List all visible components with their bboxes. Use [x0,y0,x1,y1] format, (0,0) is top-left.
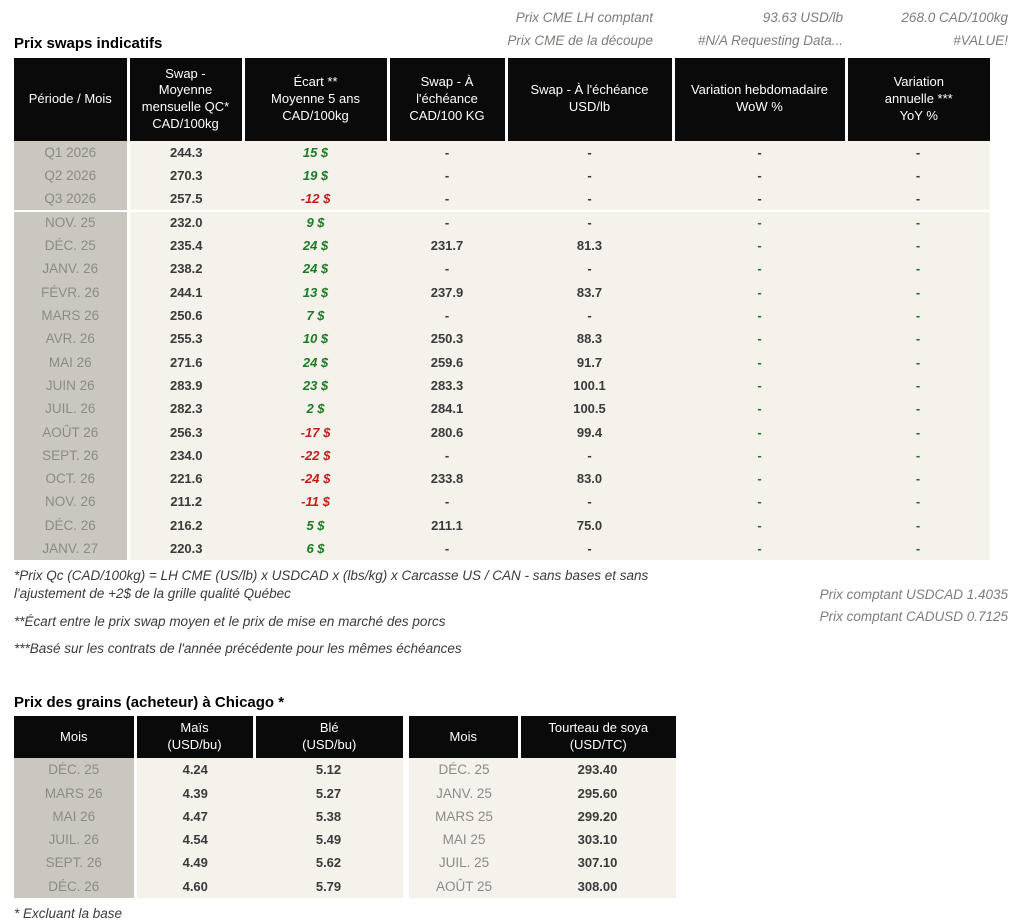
ecart-cell: -11 $ [243,490,388,513]
column-header-line: Période / Mois [28,90,112,106]
swap-maturity-cad-cell: 259.6 [388,351,506,374]
period-cell: JUIL. 26 [14,397,128,420]
month-cell: DÉC. 25 [14,758,135,781]
column-header-line: WoW % [736,99,783,115]
soymeal-price-cell: 308.00 [519,875,676,898]
swap-maturity-usd-cell: - [506,444,673,467]
column-header [243,58,388,141]
soymeal-price-cell: 295.60 [519,781,676,804]
cme-decoupe-line [162,31,1008,52]
column-header-line: Écart ** [293,74,338,89]
period-cell: DÉC. 25 [14,234,128,257]
wheat-price-cell: 5.62 [254,851,406,874]
corn-price-cell: 4.60 [135,875,254,898]
swap-maturity-usd-cell: - [506,490,673,513]
column-header-line: Variation [893,74,944,89]
table-row [14,537,990,560]
cme-lh-usd-value: 93.63 USD/lb [762,10,843,25]
fx-rates [820,567,1008,667]
swap-maturity-usd-cell: 88.3 [506,327,673,350]
column-header-line: Mois [60,728,88,744]
column-header [14,58,128,141]
yoy-variation-cell: - [846,514,990,537]
column-header [846,58,990,141]
cme-decoupe-error-value: #VALUE! [953,32,1008,48]
yoy-variation-cell: - [846,420,990,443]
wow-variation-cell: - [673,164,846,187]
column-header [128,58,243,141]
column-header [388,58,506,141]
swap-average-cell: 238.2 [128,257,243,280]
swap-maturity-usd-cell: - [506,257,673,280]
swap-maturity-cad-cell: 211.1 [388,514,506,537]
table-row [14,851,676,874]
table-row [14,781,676,804]
swap-maturity-usd-cell: 75.0 [506,514,673,537]
table-row [14,444,990,467]
yoy-variation-cell: - [846,537,990,560]
swap-maturity-cad-cell: 284.1 [388,397,506,420]
column-header-line: mensuelle QC* [141,99,230,115]
wow-variation-cell: - [673,537,846,560]
ecart-cell: 10 $ [243,327,388,350]
soymeal-price-cell: 307.10 [519,851,676,874]
swap-maturity-cad-cell: 283.3 [388,374,506,397]
swap-average-cell: 234.0 [128,444,243,467]
wow-variation-cell: - [673,514,846,537]
cme-decoupe-na-value: #N/A Requesting Data... [697,32,843,48]
swap-maturity-usd-cell: 83.7 [506,281,673,304]
wow-variation-cell: - [673,304,846,327]
column-header [519,716,676,758]
ecart-cell: 24 $ [243,351,388,374]
table-row [14,490,990,513]
period-cell: NOV. 26 [14,490,128,513]
fx-usdcad: Prix comptant USDCAD 1.4035 [819,587,1008,603]
column-header [406,716,519,758]
swap-maturity-usd-cell: - [506,304,673,327]
column-header-line: CAD/100kg [152,116,219,132]
month-cell: MARS 26 [14,781,135,804]
corn-price-cell: 4.24 [135,758,254,781]
column-header-line: Mois [449,728,477,744]
soymeal-price-cell: 293.40 [519,758,676,781]
yoy-variation-cell: - [846,444,990,467]
period-cell: Q1 2026 [14,141,128,164]
table-row [14,397,990,420]
swap-average-cell: 283.9 [128,374,243,397]
wow-variation-cell: - [673,444,846,467]
ecart-cell: 7 $ [243,304,388,327]
wow-variation-cell: - [673,281,846,304]
month-cell: SEPT. 26 [14,851,135,874]
swap-maturity-usd-cell: - [506,211,673,234]
swap-average-cell: 221.6 [128,467,243,490]
column-header-line: annuelle *** [884,90,953,106]
yoy-variation-cell: - [846,141,990,164]
wow-variation-cell: - [673,327,846,350]
column-header-line: Moyenne [158,82,213,98]
swaps-table [14,58,990,560]
period-cell: NOV. 25 [14,211,128,234]
swap-average-cell: 235.4 [128,234,243,257]
period-cell: Q3 2026 [14,187,128,210]
table-row [14,304,990,327]
swap-maturity-cad-cell: - [388,537,506,560]
column-header-line: CAD/100 KG [409,107,485,123]
period-cell: DÉC. 26 [14,514,128,537]
yoy-variation-cell: - [846,490,990,513]
month-cell: MARS 25 [406,805,519,828]
swap-average-cell: 255.3 [128,327,243,350]
wheat-price-cell: 5.38 [254,805,406,828]
period-cell: MARS 26 [14,304,128,327]
table-row [14,327,990,350]
swap-average-cell: 271.6 [128,351,243,374]
wow-variation-cell: - [673,141,846,164]
column-header [673,58,846,141]
grains-table [14,716,676,898]
swap-maturity-cad-cell: - [388,164,506,187]
swap-average-cell: 282.3 [128,397,243,420]
column-header-line: Maïs [180,720,209,736]
wow-variation-cell: - [673,467,846,490]
yoy-variation-cell: - [846,187,990,210]
swap-maturity-usd-cell: - [506,537,673,560]
swap-average-cell: 257.5 [128,187,243,210]
table-row [14,234,990,257]
table-row [14,374,990,397]
column-header [135,716,254,758]
footnote-1: *Prix Qc (CAD/100kg) = LH CME (US/lb) x USDCAD x (lbs/kg) x Carcasse US / CAN - sans bases et sans l'ajustement de +2$ de la grille qualité Québec [14,568,649,602]
swap-average-cell: 244.1 [128,281,243,304]
table-row [14,805,676,828]
ecart-cell: 2 $ [243,397,388,420]
ecart-cell: -24 $ [243,467,388,490]
ecart-cell: 24 $ [243,257,388,280]
yoy-variation-cell: - [846,304,990,327]
corn-price-cell: 4.49 [135,851,254,874]
swap-maturity-usd-cell: 99.4 [506,420,673,443]
swap-average-cell: 211.2 [128,490,243,513]
cme-lh-cad-value: 268.0 CAD/100kg [901,10,1008,25]
wow-variation-cell: - [673,187,846,210]
ecart-cell: 5 $ [243,514,388,537]
period-cell: MAI 26 [14,351,128,374]
swap-maturity-cad-cell: 233.8 [388,467,506,490]
period-cell: AOÛT 26 [14,420,128,443]
swap-average-cell: 232.0 [128,211,243,234]
swap-average-cell: 250.6 [128,304,243,327]
corn-price-cell: 4.47 [135,805,254,828]
wheat-price-cell: 5.27 [254,781,406,804]
cme-lh-line [14,8,1008,29]
ecart-cell: 24 $ [243,234,388,257]
table-row [14,514,990,537]
swap-average-cell: 270.3 [128,164,243,187]
swaps-header-row [14,58,990,141]
table-row [14,351,990,374]
month-cell: DÉC. 26 [14,875,135,898]
grains-title: Prix des grains (acheteur) à Chicago * [14,694,285,712]
swap-maturity-usd-cell: 100.1 [506,374,673,397]
footnote-2: **Écart entre le prix swap moyen et le prix de mise en marché des porcs [14,613,446,629]
table-row [14,467,990,490]
month-cell: JANV. 25 [406,781,519,804]
ecart-cell: -12 $ [243,187,388,210]
yoy-variation-cell: - [846,257,990,280]
period-cell: AVR. 26 [14,327,128,350]
grains-header-row [14,716,676,758]
column-header-line: (USD/bu) [167,737,222,753]
ecart-cell: -17 $ [243,420,388,443]
swap-maturity-cad-cell: - [388,444,506,467]
wheat-price-cell: 5.12 [254,758,406,781]
corn-price-cell: 4.39 [135,781,254,804]
wow-variation-cell: - [673,351,846,374]
month-cell: JUIL. 25 [406,851,519,874]
footnote-3: ***Basé sur les contrats de l'année précédente pour les mêmes échéances [14,640,462,656]
swap-maturity-usd-cell: - [506,187,673,210]
table-row [14,257,990,280]
wheat-price-cell: 5.79 [254,875,406,898]
period-cell: SEPT. 26 [14,444,128,467]
yoy-variation-cell: - [846,234,990,257]
ecart-cell: 23 $ [243,374,388,397]
swap-maturity-cad-cell: - [388,257,506,280]
swap-average-cell: 244.3 [128,141,243,164]
period-cell: JANV. 27 [14,537,128,560]
swap-maturity-cad-cell: - [388,211,506,234]
table-row [14,420,990,443]
column-header-line: USD/lb [568,99,611,115]
swap-maturity-usd-cell: 91.7 [506,351,673,374]
yoy-variation-cell: - [846,351,990,374]
column-header-line: Swap - [165,65,206,81]
swap-maturity-cad-cell: - [388,490,506,513]
table-row [14,211,990,234]
cme-decoupe-label: Prix CME de la découpe [507,32,653,48]
swap-maturity-cad-cell: - [388,304,506,327]
wow-variation-cell: - [673,257,846,280]
ecart-cell: 6 $ [243,537,388,560]
footnotes [14,567,682,667]
period-cell: FÉVR. 26 [14,281,128,304]
ecart-cell: -22 $ [243,444,388,467]
wow-variation-cell: - [673,374,846,397]
column-header-line: Tourteau de soya [548,720,649,736]
corn-price-cell: 4.54 [135,828,254,851]
table-row [14,164,990,187]
table-row [14,758,676,781]
period-cell: Q2 2026 [14,164,128,187]
month-cell: JUIL. 26 [14,828,135,851]
month-cell: MAI 25 [406,828,519,851]
ecart-cell: 15 $ [243,141,388,164]
column-header-line: YoY % [899,107,938,123]
column-header-line: Swap - À [420,74,474,89]
column-header-line: Variation hebdomadaire [690,82,829,98]
table-row [14,187,990,210]
wow-variation-cell: - [673,490,846,513]
swaps-table-body [14,141,990,560]
swap-maturity-cad-cell: 280.6 [388,420,506,443]
table-row [14,875,676,898]
yoy-variation-cell: - [846,397,990,420]
cme-lh-label: Prix CME LH comptant [515,10,653,25]
ecart-cell: 9 $ [243,211,388,234]
column-header [14,716,135,758]
table-row [14,828,676,851]
table-row [14,281,990,304]
fx-cadusd: Prix comptant CADUSD 0.7125 [819,608,1008,624]
swap-average-cell: 216.2 [128,514,243,537]
yoy-variation-cell: - [846,374,990,397]
column-header-line: (USD/TC) [569,737,627,753]
wow-variation-cell: - [673,211,846,234]
yoy-variation-cell: - [846,164,990,187]
period-cell: JUIN 26 [14,374,128,397]
soymeal-price-cell: 299.20 [519,805,676,828]
column-header-line: Blé [319,720,339,736]
swap-maturity-usd-cell: - [506,164,673,187]
month-cell: AOÛT 25 [406,875,519,898]
swap-maturity-cad-cell: 250.3 [388,327,506,350]
swap-maturity-cad-cell: - [388,141,506,164]
column-header-line: Moyenne 5 ans [271,90,360,106]
column-header-line: l'échéance [416,90,478,106]
grains-footnote: * Excluant la base [14,905,123,921]
column-header-line: CAD/100kg [282,107,349,123]
column-header [506,58,673,141]
swap-average-cell: 220.3 [128,537,243,560]
wow-variation-cell: - [673,234,846,257]
month-cell: DÉC. 25 [406,758,519,781]
soymeal-price-cell: 303.10 [519,828,676,851]
column-header-line: (USD/bu) [302,737,357,753]
period-cell: OCT. 26 [14,467,128,490]
wow-variation-cell: - [673,420,846,443]
ecart-cell: 13 $ [243,281,388,304]
period-cell: JANV. 26 [14,257,128,280]
column-header [254,716,406,758]
swap-maturity-usd-cell: 100.5 [506,397,673,420]
yoy-variation-cell: - [846,467,990,490]
page-title: Prix swaps indicatifs [14,34,163,52]
yoy-variation-cell: - [846,281,990,304]
table-row [14,141,990,164]
swap-maturity-usd-cell: - [506,141,673,164]
swap-maturity-usd-cell: 81.3 [506,234,673,257]
swap-maturity-cad-cell: 237.9 [388,281,506,304]
yoy-variation-cell: - [846,327,990,350]
swap-maturity-cad-cell: 231.7 [388,234,506,257]
swap-average-cell: 256.3 [128,420,243,443]
column-header-line: Swap - À l'échéance [530,82,649,98]
wow-variation-cell: - [673,397,846,420]
month-cell: MAI 26 [14,805,135,828]
yoy-variation-cell: - [846,211,990,234]
swap-maturity-cad-cell: - [388,187,506,210]
swap-maturity-usd-cell: 83.0 [506,467,673,490]
grains-table-body [14,758,676,898]
ecart-cell: 19 $ [243,164,388,187]
wheat-price-cell: 5.49 [254,828,406,851]
